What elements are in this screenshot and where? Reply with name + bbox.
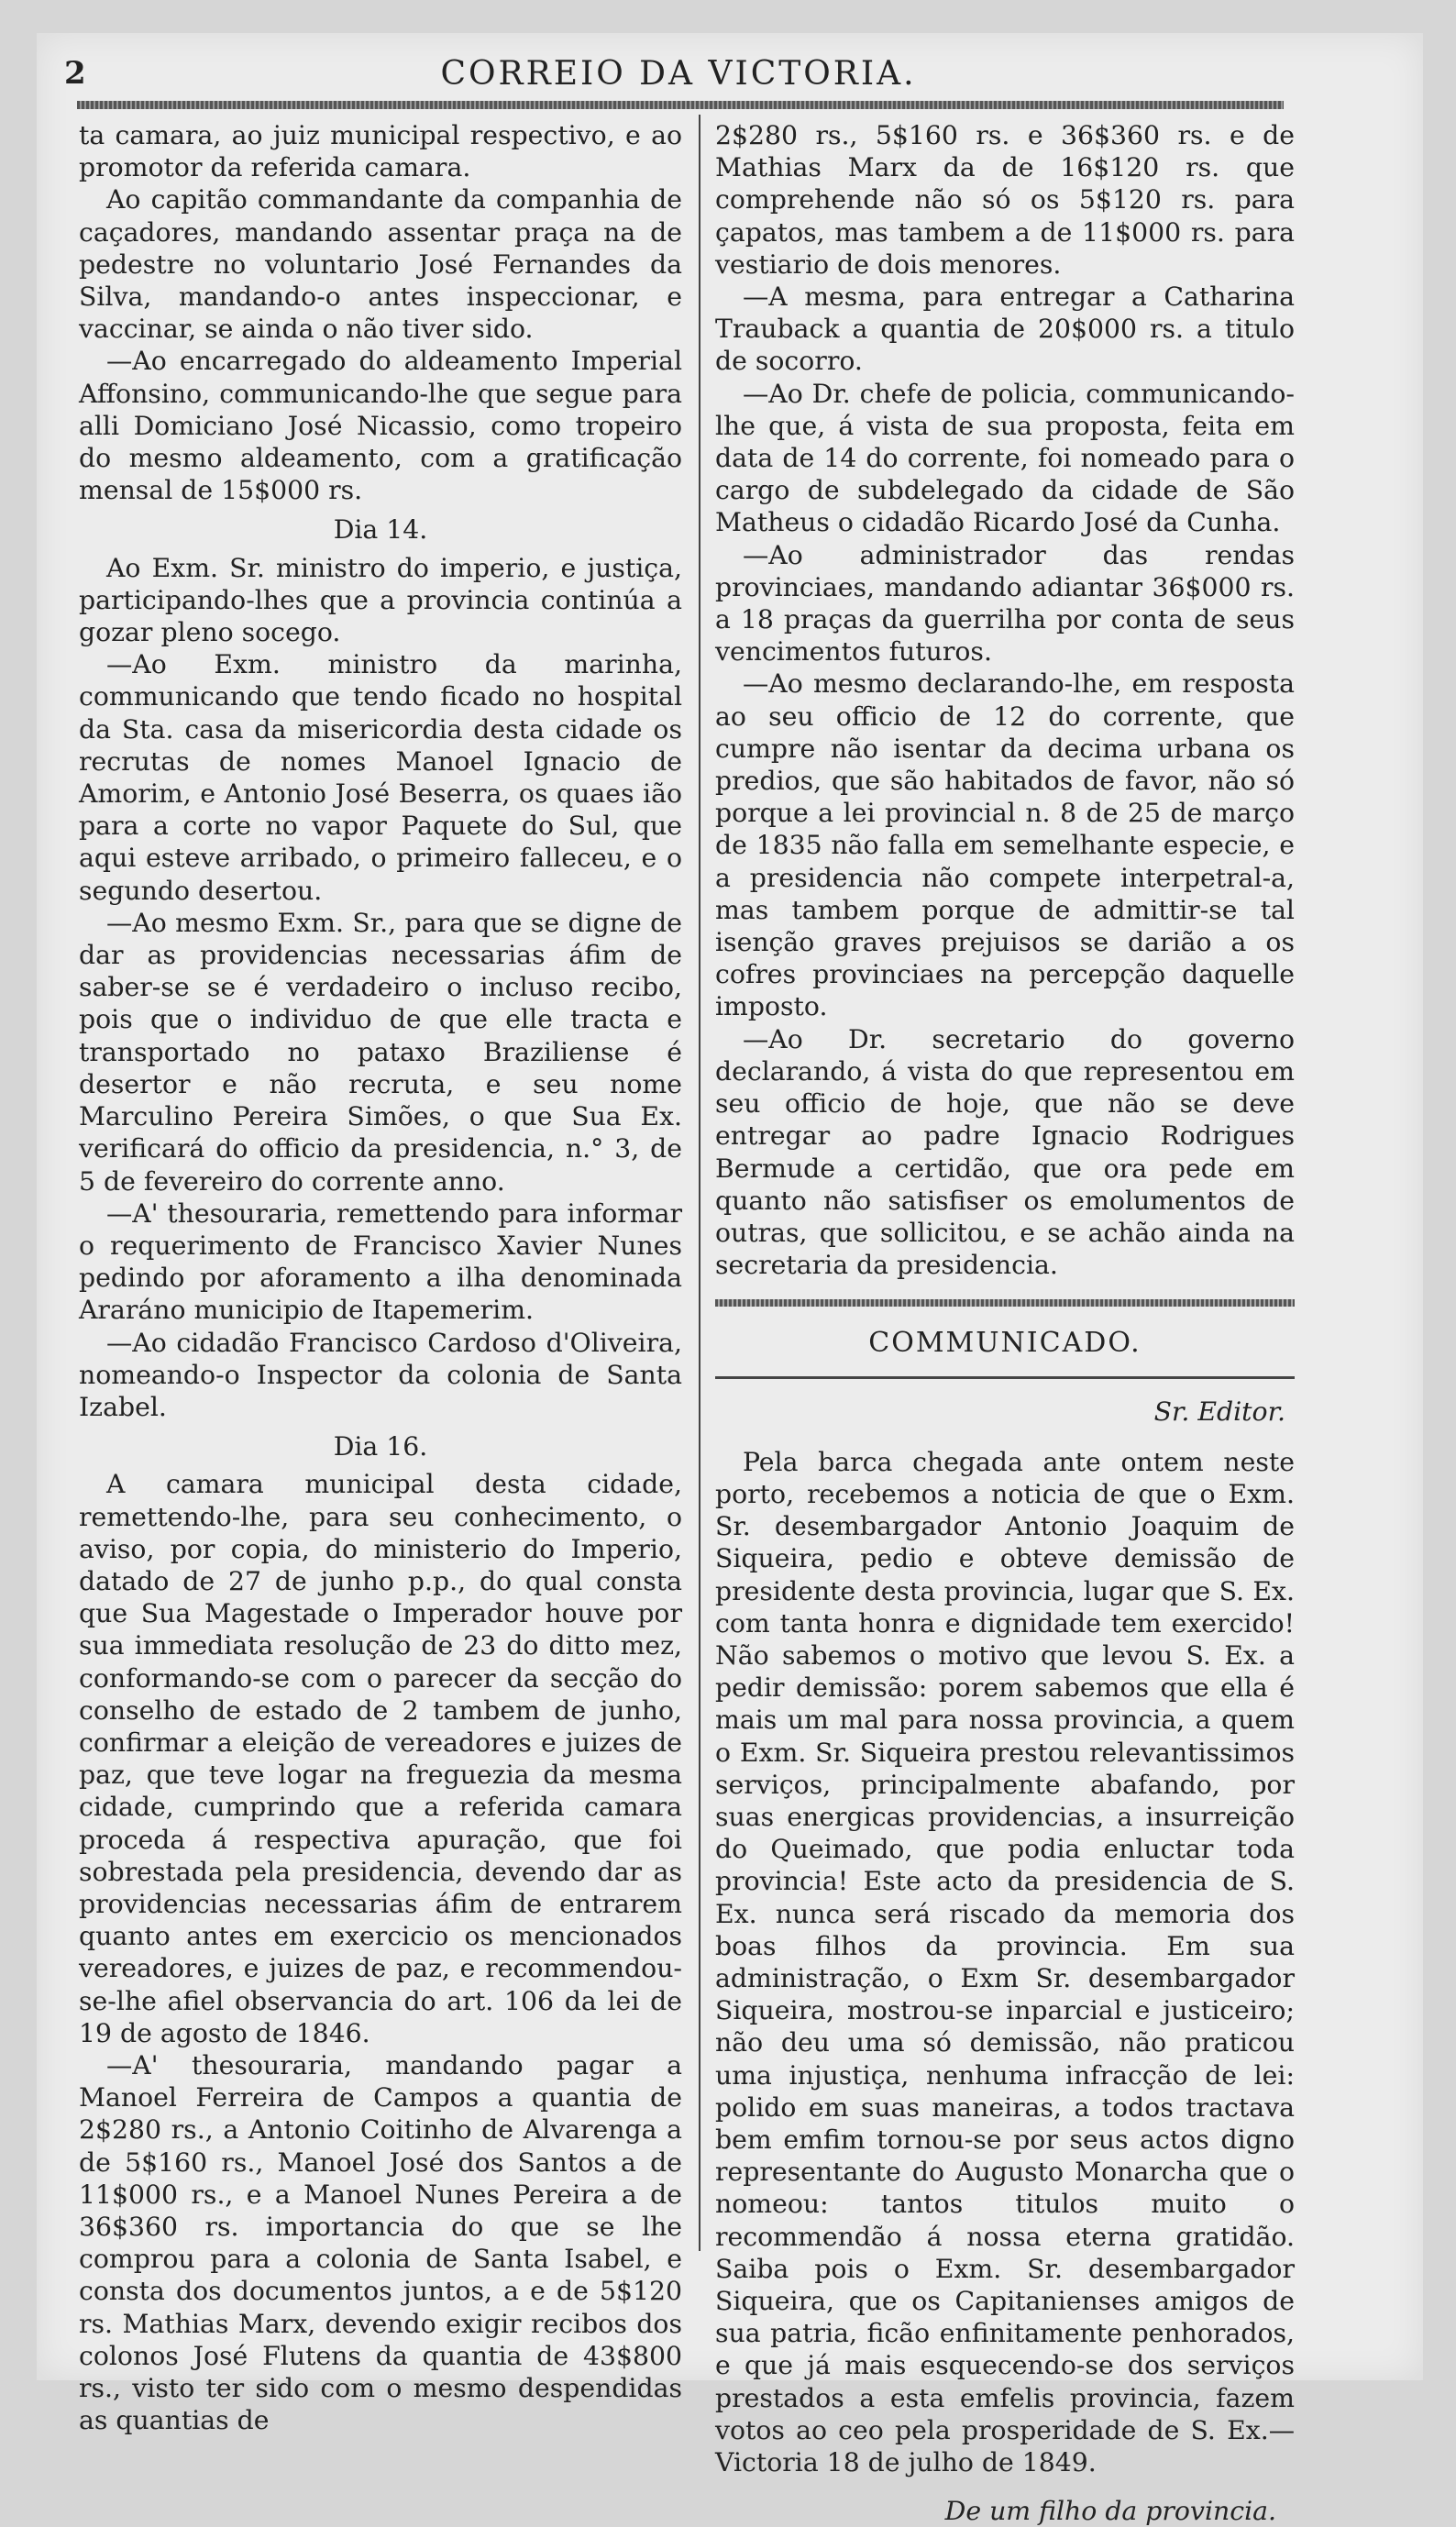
article-paragraph: 2$280 rs., 5$160 rs. e 36$360 rs. e de Mathias Marx da de 16$120 rs. que comprehende não só os 5$120 rs. para çapatos, mas tambem a de 11$000 rs. para vestiario de dois menores.	[715, 120, 1295, 280]
article-paragraph: —A' thesouraria, mandando pagar a Manoel Ferreira de Campos a quantia de 2$280 rs., a Antonio Coitinho de Alvarenga a de 5$160 rs., Manoel José dos Santos a de 11$000 rs., e a Manoel Nunes Pereira a de 36$360 rs. importancia do que se lhe comprou para a colonia de Santa Isabel, e consta dos documentos juntos, a e de 5$120 rs. Mathias Marx, devendo exigir recibos dos colonos José Flutens da quantia de 43$800 rs., visto ter sido com o mesmo despendidas as quantias de	[79, 2049, 682, 2436]
article-paragraph: —A mesma, para entregar a Catharina Trauback a quantia de 20$000 rs. a titulo de socorro.	[715, 281, 1295, 377]
article-paragraph: —Ao mesmo declarando-lhe, em resposta ao seu officio de 12 do corrente, que cumpre não isentar da decima urbana os predios, que são habitados de favor, não só porque a lei provincial n. 8 de 25 de março de 1835 não falla em semelhante especie, e a presidencia não compete interpetral-a, mas tambem porque de admittir-se tal isenção graves prejuisos se darião a os cofres provinciaes na percepção daquelle imposto.	[715, 668, 1295, 1022]
article-paragraph: —Ao Dr. chefe de policia, communicando-lhe que, á vista de sua proposta, feita em data de 14 do corrente, foi nomeado para o cargo de subdelegado da cidade de São Matheus o cidadão Ricardo José da Cunha.	[715, 378, 1295, 538]
signature: De um filho da provincia.	[944, 2496, 1276, 2527]
article-paragraph: A camara municipal desta cidade, remettendo-lhe, para seu conhecimento, o aviso, por copia, do ministerio do Imperio, datado de 27 de junho p.p., do qual consta que Sua Magestade o Imperador houve por sua immediata resolução de 23 do ditto mez, conformando-se com o parecer da secção do conselho de estado de 2 tambem de junho, confirmar a eleição de vereadores e juizes de paz, que teve logar na freguezia da mesma cidade, cumprindo que a referida camara proceda á respectiva apuração, que foi sobrestada pela presidencia, devendo dar as providencias necessarias áfim de entrarem quanto antes em exercicio os mencionados vereadores, e juizes de paz, e recommendou-se-lhe afiel observancia do art. 106 da lei de 19 de agosto de 1846.	[79, 1469, 682, 2048]
section-title: COMMUNICADO.	[868, 1327, 1142, 1360]
section-underline	[715, 1376, 1295, 1379]
section-rule	[715, 1299, 1295, 1307]
article-paragraph: —A' thesouraria, remettendo para informar o requerimento de Francisco Xavier Nunes pedindo por aforamento a ilha denominada Araráno municipio de Itapemerim.	[79, 1197, 682, 1326]
article-paragraph: —Ao mesmo Exm. Sr., para que se digne de dar as providencias necessarias áfim de saber-se se é verdadeiro o incluso recibo, pois que o individuo de que elle tracta e transportado no pataxo Braziliense é desertor e não recruta, e seu nome Marculino Pereira Simões, o que Sua Ex. verificará do officio da presidencia, n.° 3, de 5 de fevereiro do corrente anno.	[79, 907, 682, 1197]
page-header	[64, 55, 1293, 97]
article-paragraph: —Ao encarregado do aldeamento Imperial Affonsino, communicando-lhe que segue para alli Domiciano José Nicassio, como tropeiro do mesmo aldeamento, com a gratificação mensal de 15$000 rs.	[79, 346, 682, 506]
article-paragraph: —Ao cidadão Francisco Cardoso d'Oliveira, nomeando-o Inspector da colonia de Santa Izabel.	[79, 1327, 682, 1422]
article-paragraph: —Ao administrador das rendas provinciaes, mandando adiantar 36$000 rs. a 18 praças da guerrilha por conta de seus vencimentos futuros.	[715, 539, 1295, 668]
salutation: Sr. Editor.	[1153, 1396, 1285, 1427]
right-column	[715, 119, 1295, 2527]
article-paragraph: ta camara, ao juiz municipal respectivo, e ao promotor da referida camara.	[79, 120, 682, 183]
article-paragraph: Ao Exm. Sr. ministro do imperio, e justiça, participando-lhes que a provincia continúa a gozar pleno socego.	[79, 552, 682, 648]
article-paragraph: —Ao Dr. secretario do governo declarando, á vista do que representou em seu officio de hoje, que não se deve entregar ao padre Ignacio Rodrigues Bermude a certidão, que ora pede em quanto não satisfiser os emolumentos de outras, que sollicitou, e se achão ainda na secretaria da presidencia.	[715, 1023, 1295, 1281]
left-column	[79, 119, 682, 2436]
day-heading: Dia 14.	[333, 514, 428, 546]
page-number: 2	[64, 55, 86, 92]
article-paragraph: —Ao Exm. ministro da marinha, communicando que tendo ficado no hospital da Sta. casa da misericordia desta cidade os recrutas de nomes Manoel Ignacio de Amorim, e Antonio José Beserra, os quaes ião para a corte no vapor Paquete do Sul, que aqui esteve arribado, o primeiro falleceu, e o segundo desertou.	[79, 649, 682, 906]
article-paragraph: Ao capitão commandante da companhia de caçadores, mandando assentar praça na de pedestre no voluntario José Fernandes da Silva, mandando-o antes inspeccionar, e vaccinar, se ainda o não tiver sido.	[79, 184, 682, 345]
column-divider	[699, 115, 700, 2251]
masthead-title: CORREIO DA VICTORIA.	[440, 55, 917, 93]
day-heading: Dia 16.	[333, 1431, 428, 1462]
letter-body: Pela barca chegada ante ontem neste porto, recebemos a noticia de que o Exm. Sr. desembargador Antonio Joaquim de Siqueira, pedio e obteve demissão de presidente desta provincia, lugar que S. Ex. com tanta honra e dignidade tem exercido! Não sabemos o motivo que levou S. Ex. a pedir demissão: porem sabemos que ella é mais um mal para nossa provincia, a quem o Exm. Sr. Siqueira prestou relevantissimos serviços, principalmente abafando, por suas energicas providencias, a insurreição do Queimado, que podia enluctar toda provincia! Este acto da presidencia de S. Ex. nunca será riscado da memoria dos boas filhos da provincia. Em sua administração, o Exm Sr. desembargador Siqueira, mostrou-se inparcial e justiceiro; não deu uma só demissão, não praticou uma injustiça, nenhuma infracção de lei: polido em suas maneiras, a todos tractava bem emfim tornou-se por seus actos digno representante do Augusto Monarcha que o nomeou: tantos titulos muito o recommendão á nossa eterna gratidão. Saiba pois o Exm. Sr. desembargador Siqueira, que os Capitanienses amigos de sua patria, ficão enfinitamente penhorados, e que já mais esquecendo-se dos serviços prestados a esta emfelis provincia, fazem votos ao ceo pela prosperidade de S. Ex.— Victoria 18 de julho de 1849.	[715, 1446, 1295, 2478]
header-rule	[77, 101, 1284, 109]
